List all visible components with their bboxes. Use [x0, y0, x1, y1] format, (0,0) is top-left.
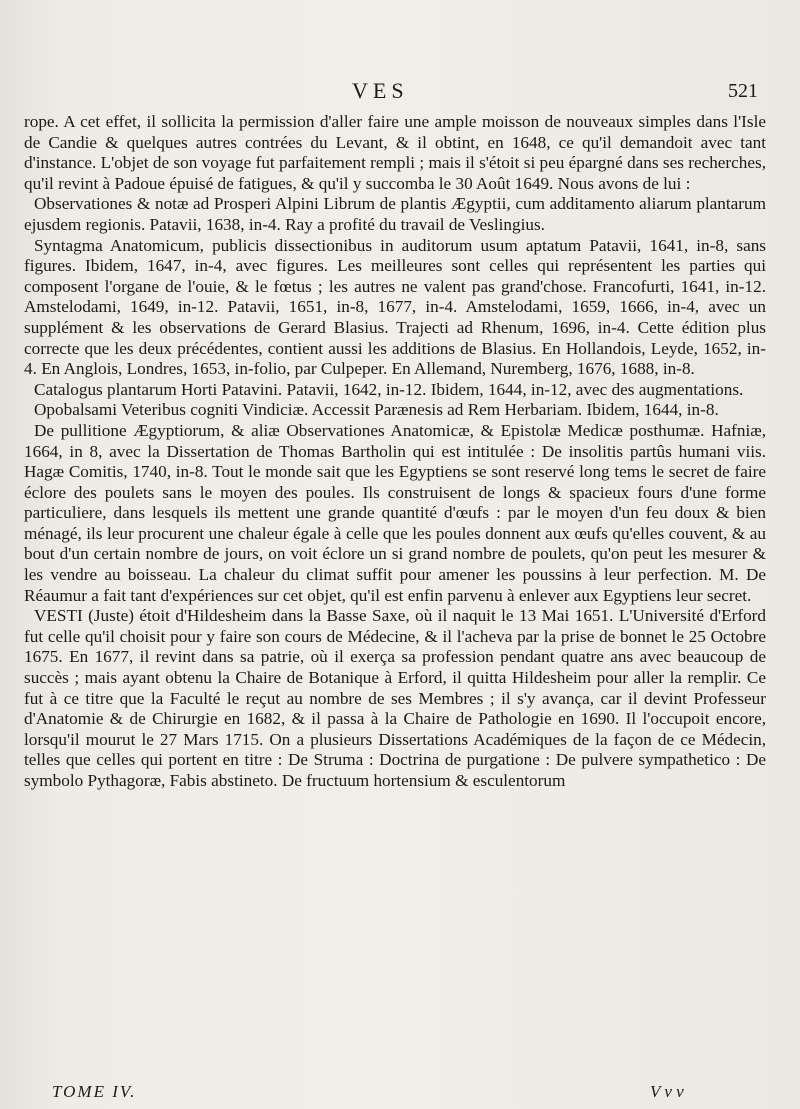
page-body — [24, 112, 766, 792]
page-footer — [52, 1082, 732, 1104]
page-header — [0, 78, 800, 108]
bibliography-entry: Opobalsami Veteribus cogniti Vindiciæ. Accessit Parænesis ad Rem Herbariam. Ibidem, 1644, in-8. — [34, 400, 719, 420]
bibliography-entry: Syntagma Anatomicum, publicis dissectionibus in auditorum usum aptatum Patavii, 1641, in-8, sans figures. Ibidem, 1647, in-4, avec figures. Les meilleures sont celles qui représentent les parties qui composent l'organe de l'ouie, & le fœtus ; les autres ne valent pas grand'chose. Francofurti, 1641, in-12. Amstelodami, 1649, in-12. Patavii, 1651, in-8, 1677, in-4. Amstelodami, 1659, 1666, in-4, avec un supplément & les observations de Gerard Blasius. Trajecti ad Rhenum, 1696, in-4. Cette édition plus correcte que les deux précédentes, contient aussi les additions de Blasius. En Hollandois, Leyde, 1652, in-4. En Anglois, Londres, 1653, in-folio, par Culpeper. En Allemand, Nuremberg, 1676, 1688, in-8. — [24, 235, 766, 379]
bibliography-entry: Catalogus plantarum Horti Patavini. Patavii, 1642, in-12. Ibidem, 1644, in-12, avec des augmentations. — [34, 379, 744, 399]
paragraph-continuation: rope. A cet effet, il sollicita la permission d'aller faire une ample moisson de nouveaux simples dans l'Isle de Candie & quelques autres contrées du Levant, & il obtint, en 1648, ce qu'il demandoit avec tant d'instance. L'objet de son voyage fut parfaitement rempli ; mais il s'étoit si peu épargné dans ses recherches, qu'il revint à Padoue épuisé de fatigues, & qu'il y succomba le 30 Août 1649. Nous avons de lui : — [24, 112, 766, 193]
signature-mark: V v v — [650, 1082, 684, 1101]
bibliography-entry: Observationes & notæ ad Prosperi Alpini Librum de plantis Ægyptii, cum additamento aliarum plantarum ejusdem regionis. Patavii, 1638, in-4. Ray a profité du travail de Veslingius. — [24, 194, 766, 234]
running-head: VES — [352, 78, 409, 103]
page-number: 521 — [728, 80, 758, 102]
volume-label: TOME IV. — [52, 1082, 137, 1101]
biography-entry-vesti: VESTI (Juste) étoit d'Hildesheim dans la Basse Saxe, où il naquit le 13 Mai 1651. L'Université d'Erford fut celle qu'il choisit pour y faire son cours de Médecine, & il l'acheva par la prise de bonnet le 25 Octobre 1675. En 1677, il revint dans sa patrie, où il exerça sa profession pendant quatre ans avec beaucoup de succès ; mais ayant obtenu la Chaire de Botanique à Erford, il quitta Hildesheim pour aller la remplir. Ce fut à ce titre que la Faculté le reçut au nombre de ses Membres ; il s'y avança, car il devint Professeur d'Anatomie & de Chirurgie en 1682, & il passa à la Chaire de Pathologie en 1690. Il l'occupoit encore, lorsqu'il mourut le 27 Mars 1715. On a plusieurs Dissertations Académiques de la façon de ce Médecin, telles que celles qui portent en titre : De Struma : Doctrina de purgatione : De pulvere sympathetico : De symbolo Pythagoræ, Fabis abstineto. De fructuum hortensium & esculentorum — [24, 606, 766, 790]
bibliography-entry: De pullitione Ægyptiorum, & aliæ Observationes Anatomicæ, & Epistolæ Medicæ posthumæ. Hafniæ, 1664, in 8, avec la Dissertation de Thomas Bartholin qui est intitulée : De insolitis partûs humani viis. Hagæ Comitis, 1740, in-8. Tout le monde sait que les Egyptiens se sont reservé long tems le secret de faire éclore des poulets sans le moyen des poules. Ils construisent de longs & spacieux fours d'une forme particuliere, dans lesquels ils mettent une grande quantité d'œufs : par le moyen d'un feu doux & bien ménagé, ils leur procurent une chaleur égale à celle que les poules donnent aux œufs qu'elles couvent, & au bout d'un certain nombre de jours, on voit éclore un si grand nombre de poulets, qu'on peut les mesurer & les vendre au boisseau. La chaleur du climat suffit pour amener les poussins à leur perfection. M. De Réaumur a fait tant d'expériences sur cet objet, qu'il est enfin parvenu à enlever aux Egyptiens leur secret. — [24, 420, 766, 605]
